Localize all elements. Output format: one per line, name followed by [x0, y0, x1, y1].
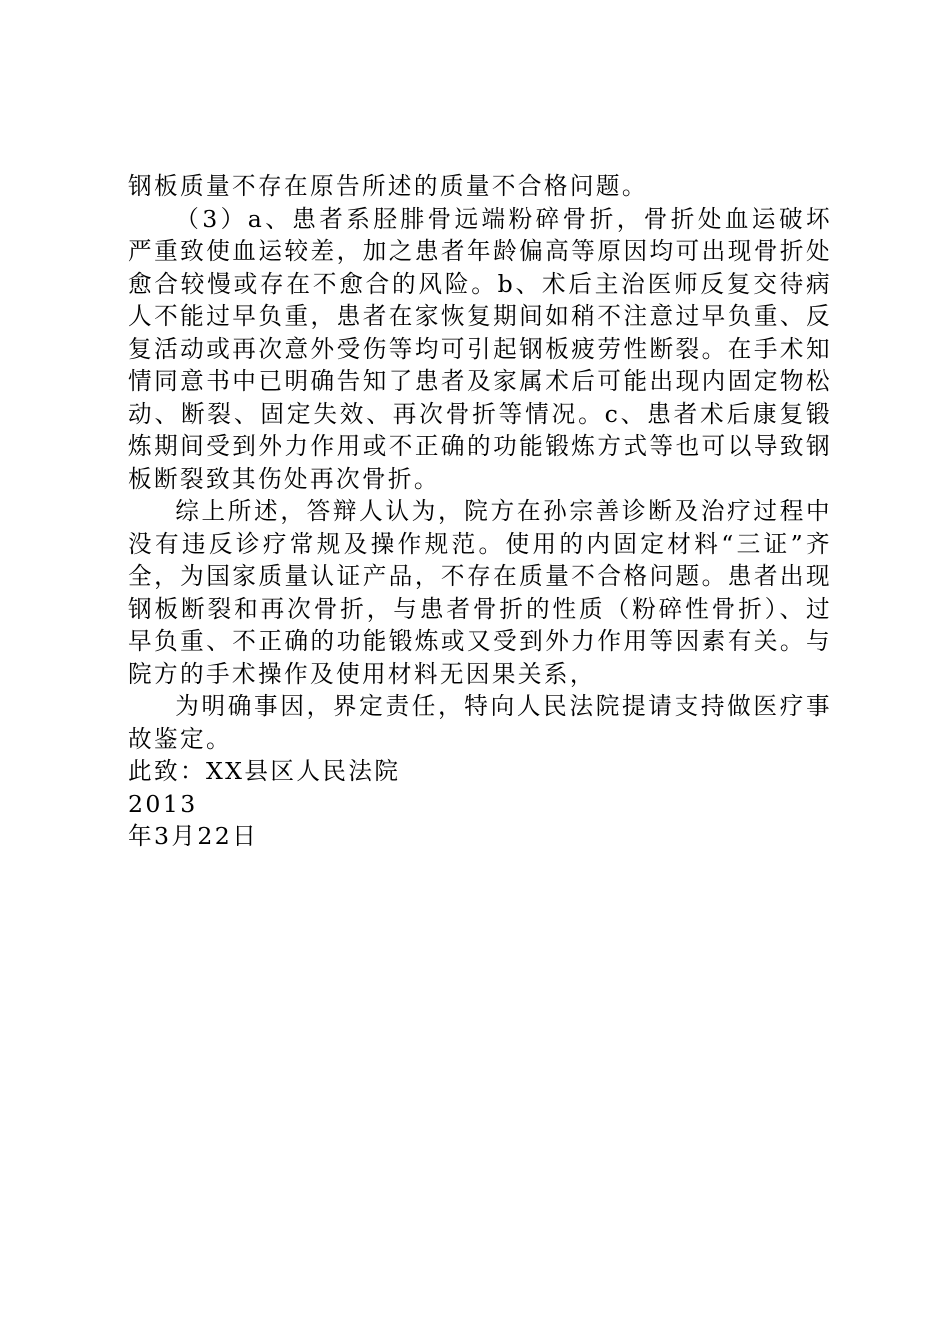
- paragraph-1: 钢板质量不存在原告所述的质量不合格问题。: [128, 172, 648, 200]
- paragraph-3: 综上所述，答辩人认为，院方在孙宗善诊断及治疗过程中没有违反诊疗常规及操作规范。使用的内固定材料“三证”齐全，为国家质量认证产品，不存在质量不合格问题。患者出现钢板断裂和再次骨折，与患者骨折的性质（粉碎性骨折）、过早负重、不正确的功能锻炼或又受到外力作用等因素有关。与院方的手术操作及使用材料无因果关系，: [128, 497, 832, 688]
- document-body: [128, 170, 832, 853]
- closing-salutation: 此致：XX县区人民法院: [128, 757, 401, 785]
- date-month-day: 年3月22日: [128, 822, 259, 850]
- paragraph-2: （3）a、患者系胫腓骨远端粉碎骨折，骨折处血运破坏严重致使血运较差，加之患者年龄偏高等原因均可出现骨折处愈合较慢或存在不愈合的风险。b、术后主治医师反复交待病人不能过早负重，患者在家恢复期间如稍不注意过早负重、反复活动或再次意外受伤等均可引起钢板疲劳性断裂。在手术知情同意书中已明确告知了患者及家属术后可能出现内固定物松动、断裂、固定失效、再次骨折等情况。c、患者术后康复锻炼期间受到外力作用或不正确的功能锻炼方式等也可以导致钢板断裂致其伤处再次骨折。: [128, 204, 832, 493]
- paragraph-4: 为明确事因，界定责任，特向人民法院提请支持做医疗事故鉴定。: [128, 692, 832, 753]
- date-year: 2013: [128, 789, 198, 818]
